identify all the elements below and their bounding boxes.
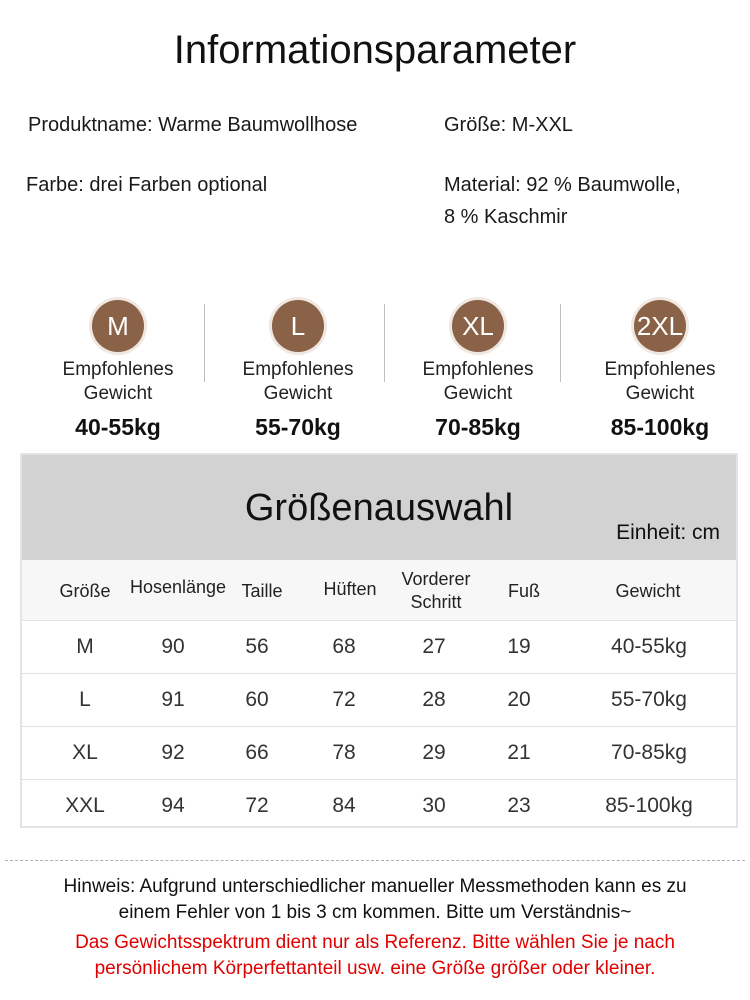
table-row <box>22 621 736 674</box>
cell-waist: 66 <box>245 741 269 764</box>
cell-hips: 78 <box>332 741 356 764</box>
cell-front-rise: 28 <box>422 688 446 711</box>
weight-label: Gewicht <box>443 383 513 404</box>
recommended-weights <box>0 300 750 440</box>
table-row <box>22 780 736 832</box>
cell-hips: 72 <box>332 688 356 711</box>
measurement-note: Hinweis: Aufgrund unterschiedlicher manueller Messmethoden kann es zu einem Fehler von 1 bis 3 cm kommen. Bitte um Verständnis~ <box>63 876 687 923</box>
divider <box>384 304 385 382</box>
cell-length: 92 <box>161 741 185 764</box>
size-badge: 2XL <box>634 300 686 352</box>
header-weight: Gewicht <box>615 581 681 601</box>
header-front-rise: Vorderer Schritt <box>401 569 471 612</box>
cell-front-rise: 27 <box>422 635 446 658</box>
cell-waist: 72 <box>245 794 269 817</box>
cell-length: 91 <box>161 688 185 711</box>
header-length: Hosenlänge <box>129 577 227 597</box>
table-row <box>22 674 736 727</box>
size-card-2xl <box>570 300 750 441</box>
size-badge: M <box>92 300 144 352</box>
dashed-divider <box>5 860 745 861</box>
color-options: Farbe: drei Farben optional <box>26 174 268 196</box>
cell-weight: 70-85kg <box>611 741 687 764</box>
size-chart-header <box>22 455 736 560</box>
recommended-weight: 70-85kg <box>435 414 521 440</box>
cell-weight: 40-55kg <box>611 635 687 658</box>
page-title: Informationsparameter <box>173 28 577 72</box>
cell-size: XL <box>72 741 98 764</box>
cell-waist: 56 <box>245 635 269 658</box>
size-card-l <box>208 300 388 441</box>
recommended-label: Empfohlenes <box>62 359 174 380</box>
cell-foot: 21 <box>507 741 531 764</box>
cell-weight: 55-70kg <box>611 688 687 711</box>
cell-size: M <box>76 635 94 658</box>
header-waist: Taille <box>241 581 283 601</box>
weight-label: Gewicht <box>263 383 333 404</box>
size-chart-title: Größenauswahl <box>244 487 514 529</box>
cell-waist: 60 <box>245 688 269 711</box>
recommended-label: Empfohlenes <box>604 359 716 380</box>
cell-size: L <box>79 688 91 711</box>
size-badge: XL <box>452 300 504 352</box>
cell-front-rise: 30 <box>422 794 446 817</box>
recommended-label: Empfohlenes <box>422 359 534 380</box>
cell-size: XXL <box>65 794 105 817</box>
divider <box>204 304 205 382</box>
cell-hips: 84 <box>332 794 356 817</box>
divider <box>560 304 561 382</box>
header-foot: Fuß <box>507 581 540 601</box>
unit-label: Einheit: cm <box>616 521 720 544</box>
cell-length: 94 <box>161 794 185 817</box>
recommended-label: Empfohlenes <box>242 359 354 380</box>
cell-foot: 20 <box>507 688 531 711</box>
recommended-weight: 85-100kg <box>610 414 710 440</box>
cell-foot: 19 <box>507 635 531 658</box>
weight-reference-note: Das Gewichtsspektrum dient nur als Referenz. Bitte wählen Sie je nach persönlichem Körperfettanteil usw. eine Größe größer oder kleiner. <box>75 932 675 979</box>
cell-weight: 85-100kg <box>605 794 693 817</box>
table-row <box>22 727 736 780</box>
size-badge: L <box>272 300 324 352</box>
cell-hips: 68 <box>332 635 356 658</box>
size-card-xl <box>388 300 568 441</box>
size-chart <box>20 453 738 828</box>
size-range: Größe: M-XXL <box>444 114 573 136</box>
cell-length: 90 <box>161 635 185 658</box>
cell-foot: 23 <box>507 794 531 817</box>
product-name: Produktname: Warme Baumwollhose <box>28 114 358 136</box>
header-size: Größe <box>59 581 111 601</box>
size-card-m <box>28 300 208 441</box>
weight-label: Gewicht <box>625 383 695 404</box>
material-line-1: Material: 92 % Baumwolle, <box>444 174 681 196</box>
material-line-2: 8 % Kaschmir <box>444 206 568 228</box>
recommended-weight: 40-55kg <box>75 414 161 440</box>
cell-front-rise: 29 <box>422 741 446 764</box>
header-hips: Hüften <box>323 579 377 599</box>
recommended-weight: 55-70kg <box>255 414 341 440</box>
weight-label: Gewicht <box>83 383 153 404</box>
column-headers <box>22 560 736 621</box>
